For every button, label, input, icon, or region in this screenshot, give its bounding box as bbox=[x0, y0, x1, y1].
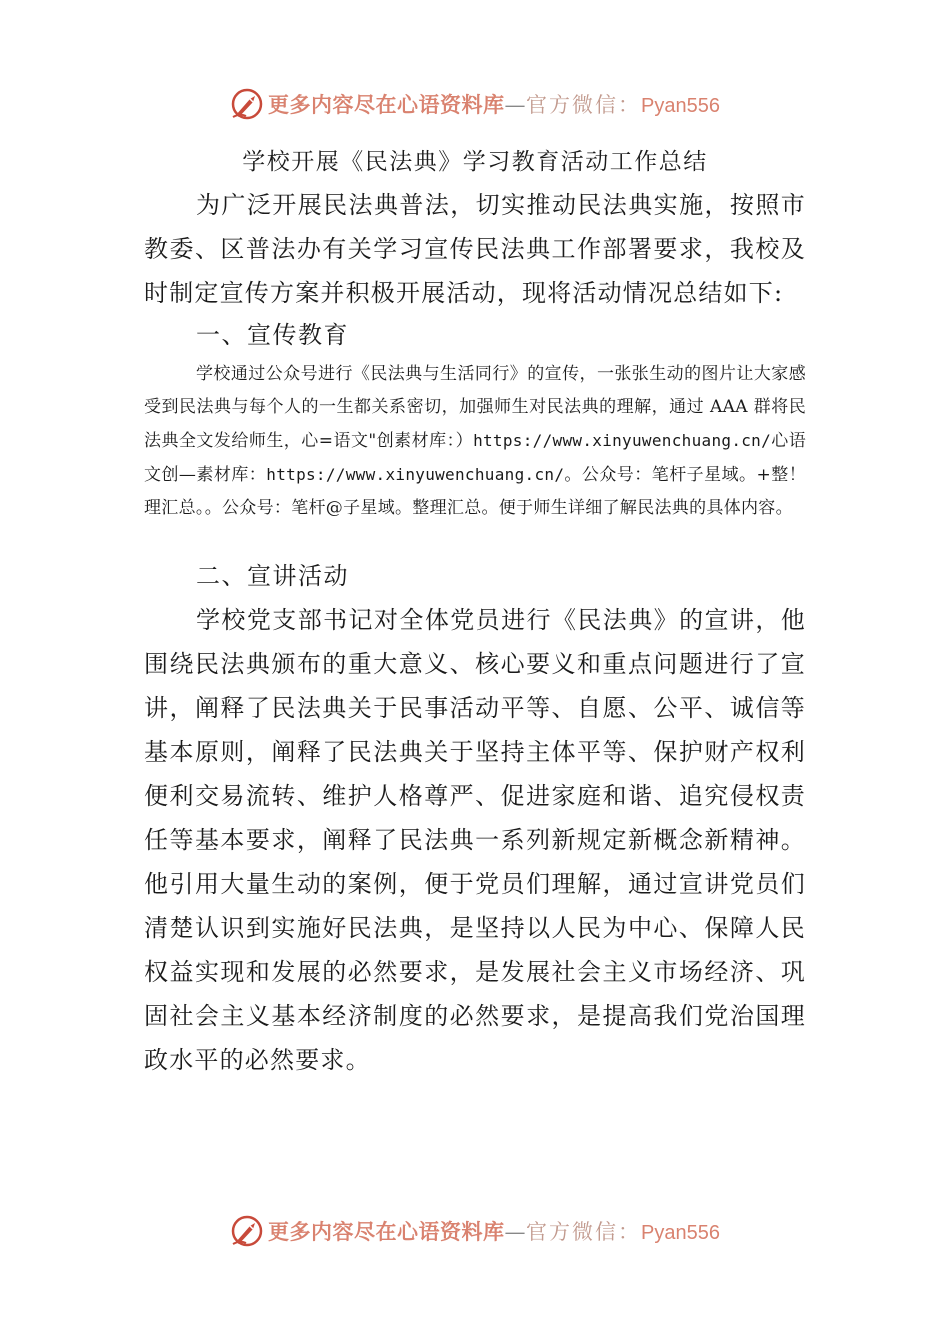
publicity-url-2[interactable]: https://www.xinyuwenchuang.cn/ bbox=[266, 465, 565, 484]
publicity-text-c: 。公众号：笔杆子星域。+整！理汇总。。公众号：笔杆@子星域。整理汇总。便于师生详细了解民法典的具体内容。 bbox=[144, 465, 806, 518]
header-banner bbox=[0, 84, 950, 124]
banner-wechat-id: Pyan556 bbox=[641, 1222, 720, 1244]
section-heading-lecture: 二、宣讲活动 bbox=[196, 562, 349, 590]
section-heading-publicity: 一、宣传教育 bbox=[196, 321, 349, 349]
banner-separator: — bbox=[504, 1220, 527, 1244]
publicity-url-1[interactable]: https://www.xinyuwenchuang.cn/ bbox=[473, 431, 772, 450]
fountain-pen-logo-icon bbox=[230, 87, 264, 121]
footer-banner bbox=[0, 1211, 950, 1251]
publicity-text-a: 学校通过公众号进行《民法典与生活同行》的宣传，一张张生动的图片让大家感受到民法典与每个人的一生都关系密切，加强师生对民法典的理解，通过 AAA 群将民法典全文发给师生，心=语文"创素材库：） bbox=[144, 364, 806, 451]
banner-wechat-label: 官方微信： bbox=[526, 93, 642, 117]
intro-paragraph: 为广泛开展民法典普法，切实推动民法典实施，按照市教委、区普法办有关学习宣传民法典工作部署要求，我校及时制定宣传方案并积极开展活动，现将活动情况总结如下: bbox=[144, 191, 806, 307]
banner-separator: — bbox=[504, 93, 527, 117]
section-lecture-paragraph: 学校党支部书记对全体党员进行《民法典》的宣讲，他围绕民法典颁布的重大意义、核心要义和重点问题进行了宣讲，阐释了民法典关于民事活动平等、自愿、公平、诚信等基本原则，阐释了民法典关于坚持主体平等、保护财产权利便利交易流转、维护人格尊严、促进家庭和谐、追究侵权责任等基本要求，阐释了民法典一系列新规定新概念新精神。他引用大量生动的案例，便于党员们理解，通过宣讲党员们清楚认识到实施好民法典，是坚持以人民为中心、保障人民权益实现和发展的必然要求，是发展社会主义市场经济、巩固社会主义基本经济制度的必然要求，是提高我们党治国理政水平的必然要求。 bbox=[144, 606, 806, 1074]
banner-brand: 更多内容尽在心语资料库 bbox=[268, 92, 505, 117]
banner-wechat-id: Pyan556 bbox=[641, 95, 720, 117]
document-title: 学校开展《民法典》学习教育活动工作总结 bbox=[242, 149, 708, 175]
banner-text bbox=[268, 89, 720, 119]
banner-wechat-label: 官方微信： bbox=[526, 1220, 642, 1244]
fountain-pen-logo-icon bbox=[230, 1214, 264, 1248]
banner-brand: 更多内容尽在心语资料库 bbox=[268, 1219, 505, 1244]
section-publicity-paragraph bbox=[144, 358, 806, 525]
banner-text bbox=[268, 1216, 720, 1246]
publicity-text-b: 心语文创—素材库： bbox=[144, 431, 806, 485]
